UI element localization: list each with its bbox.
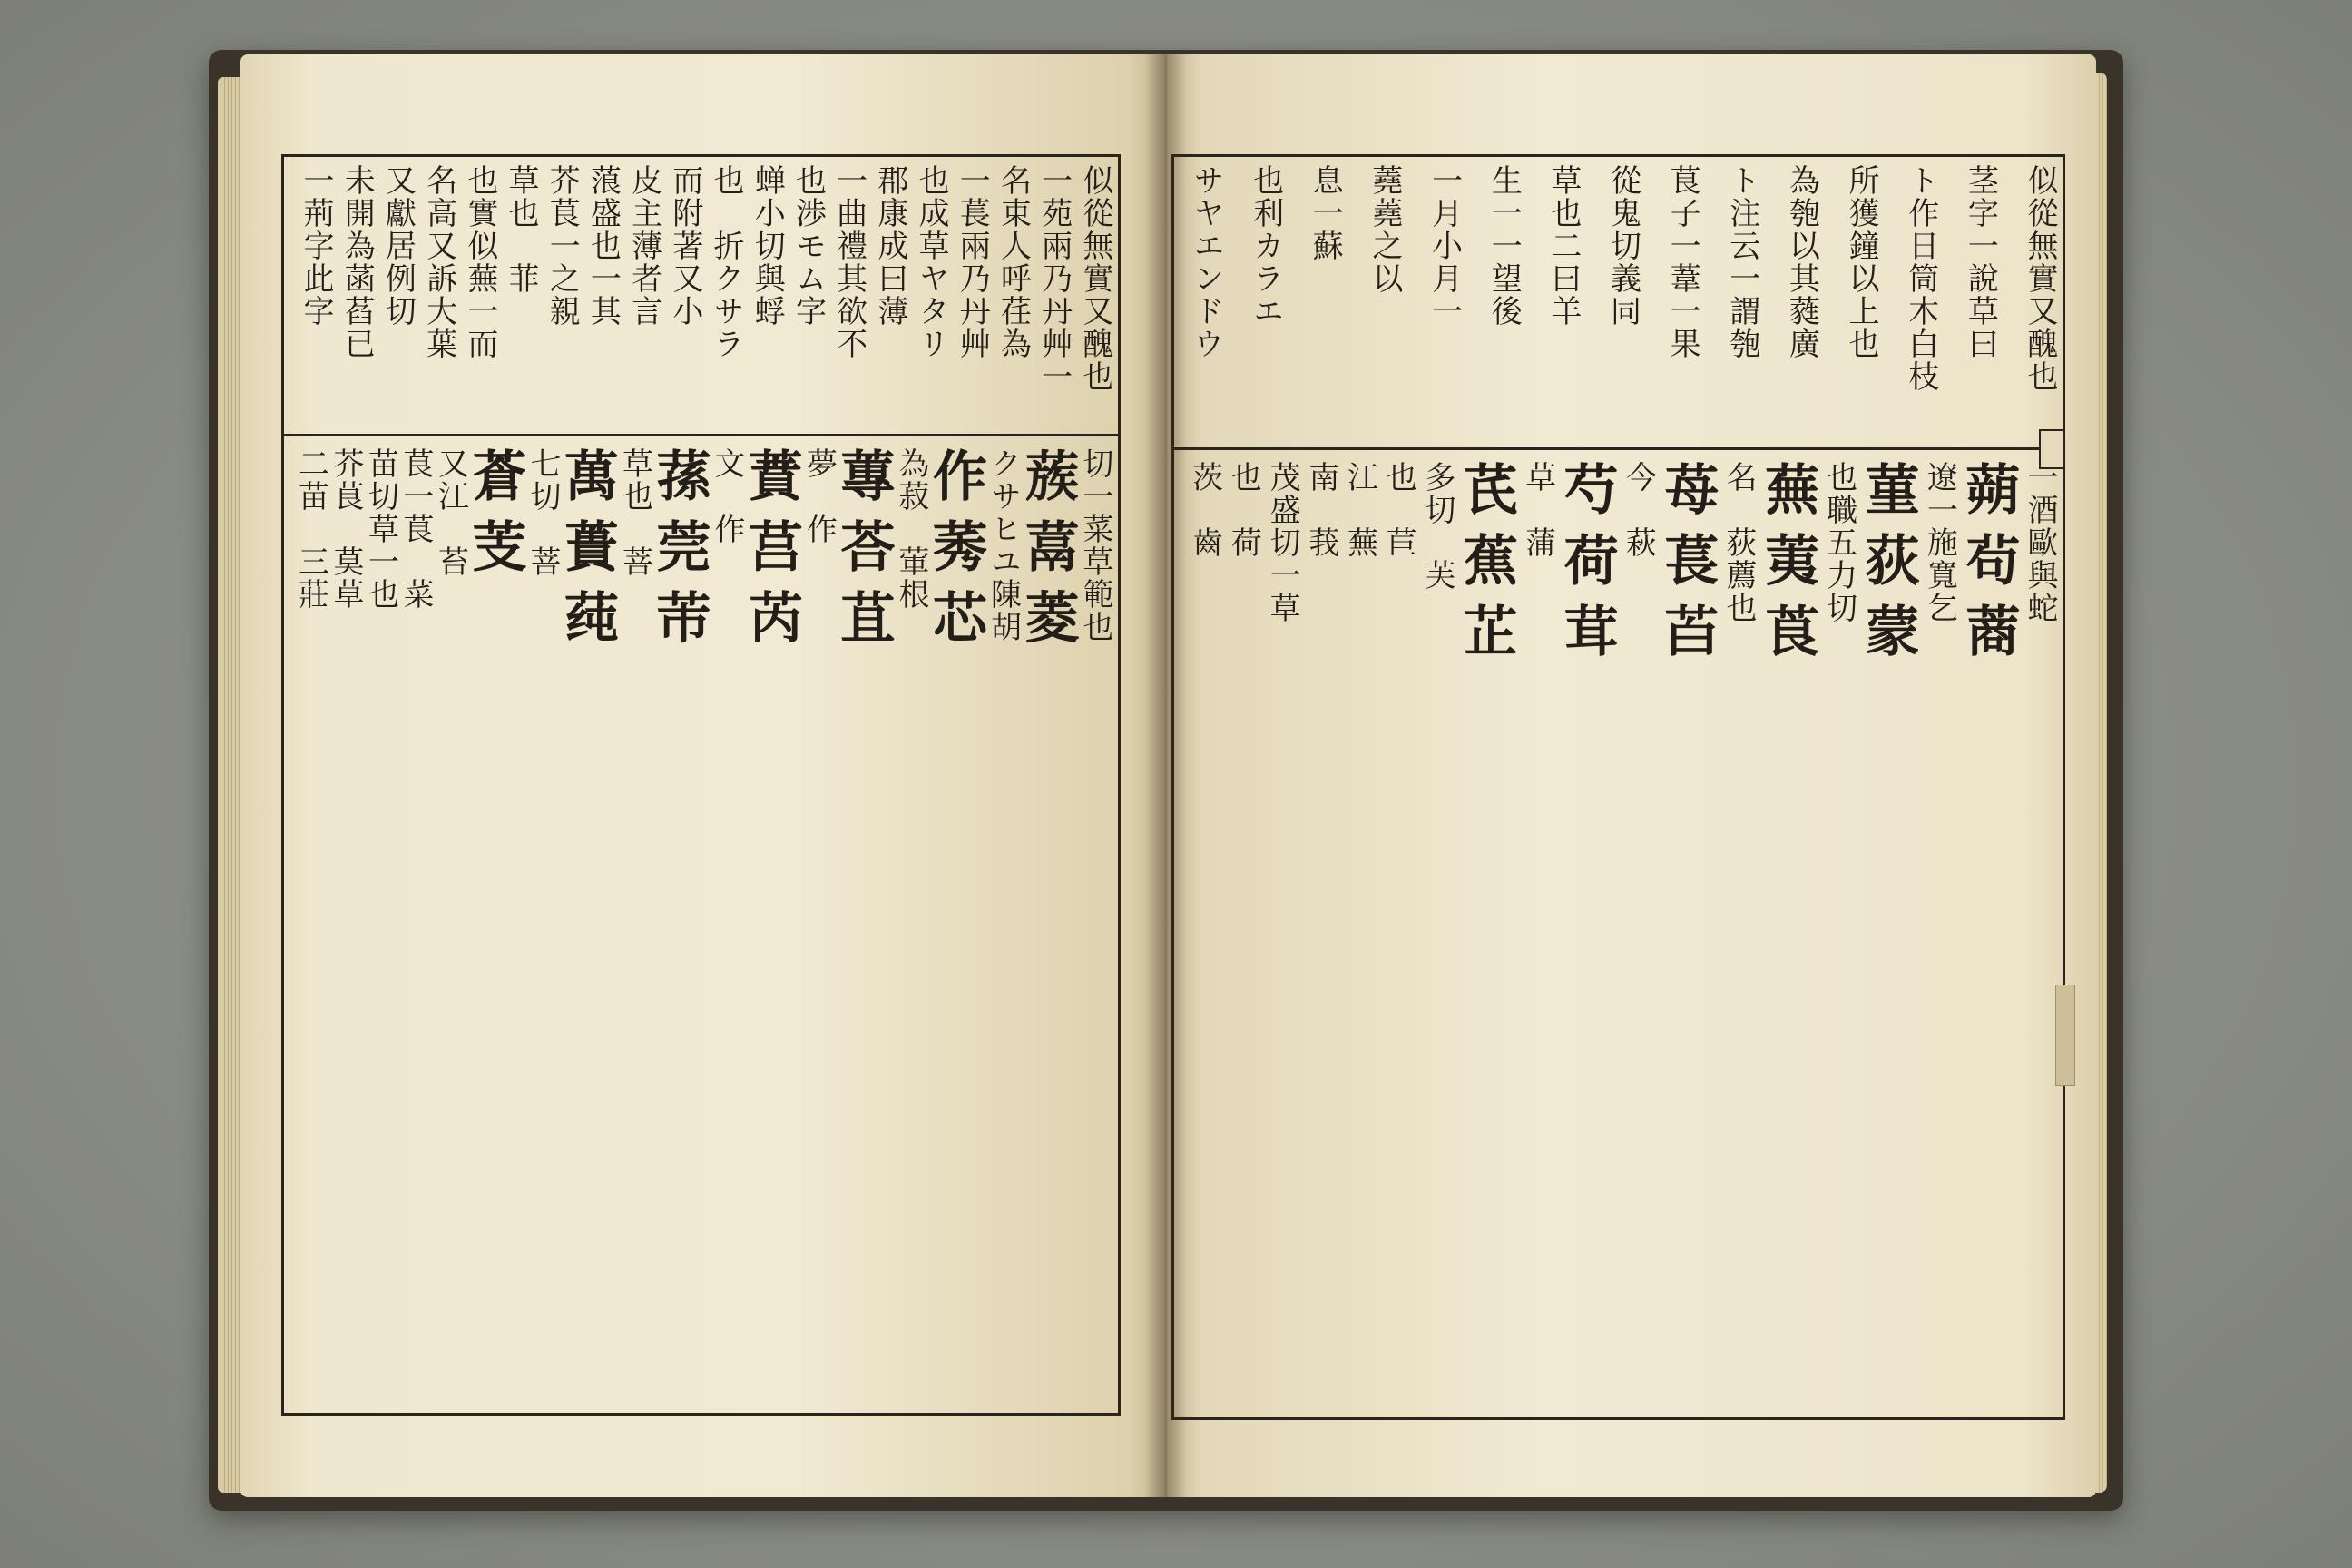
gloss-column: 苗切草一也 [362, 447, 399, 611]
text-column: 似從無實又醜也 [2021, 164, 2058, 393]
headword: 莒 [740, 518, 803, 589]
headword: 莨 [1755, 603, 1819, 673]
text-column: 也實似蕪一而 [461, 164, 498, 360]
text-column: 名高又訴大葉 [420, 164, 457, 360]
left-page-frame [281, 154, 1121, 1416]
headword: 茸 [1554, 603, 1619, 673]
text-column: 又獻居例切 [379, 164, 416, 328]
headword: 菱 [1015, 589, 1080, 660]
text-column: 蝉小切與蜉 [749, 164, 786, 328]
text-column: 一月小月一 [1426, 164, 1463, 328]
headword: 蒙 [1856, 603, 1920, 673]
headword-column [1553, 461, 1619, 1410]
gloss-column: 多切 芙 [1418, 461, 1455, 592]
gloss-column: 又江 苔 [432, 447, 469, 578]
headword: 荻 [1856, 532, 1920, 603]
gloss-column: 文 作 [709, 447, 745, 545]
left-page [240, 54, 1166, 1497]
headword: 蓀 [647, 447, 711, 518]
text-column: 生一一望後 [1485, 164, 1523, 328]
right-top-register [1181, 164, 2058, 446]
text-column: 也 折クサラ [708, 164, 745, 360]
text-column: 息一蘇 [1307, 164, 1344, 262]
text-column: 郡康成曰薄 [871, 164, 908, 328]
text-column: 皮主薄者言 [625, 164, 662, 328]
text-column: 未開為菡萏已 [338, 164, 376, 360]
gloss-column: 為菽 葷根 [893, 447, 929, 611]
headword-column [1453, 461, 1518, 1410]
gloss-column: 茨 齒 [1186, 461, 1223, 559]
headword-column [924, 447, 987, 1406]
left-page-divider [284, 434, 1118, 436]
headword-column [740, 447, 803, 1406]
text-column: 蕘蕘之以 [1366, 164, 1403, 295]
headword-column [647, 447, 711, 1406]
headword: 荑 [1755, 532, 1819, 603]
headword: 蕢 [555, 518, 619, 589]
headword: 莞 [647, 518, 711, 589]
text-column: 所獲鐘以上也 [1843, 164, 1880, 360]
gloss-column: クサヒユ陳胡 [985, 447, 1022, 643]
headword: 芰 [463, 518, 527, 589]
gloss-column: 一酒歐與蛇 [2022, 461, 2058, 624]
right-bottom-register [1181, 461, 2058, 1410]
gloss-column: 草 蒲 [1519, 461, 1556, 559]
gloss-column: 茂盛切一草 [1264, 461, 1301, 624]
headword: 蕡 [740, 447, 803, 518]
headword-column [1955, 461, 2021, 1410]
gloss-column: 名 荻薦也 [1720, 461, 1757, 624]
right-page-divider [1174, 447, 2063, 450]
text-column: 一苑兩乃丹艸一 [1035, 164, 1073, 393]
text-column: 草也二曰羊 [1544, 164, 1582, 328]
gloss-column: 今 萩 [1620, 461, 1657, 559]
headword: 芪 [1454, 461, 1518, 532]
book-gutter [1145, 54, 1187, 1497]
headword: 芷 [1454, 603, 1518, 673]
gloss-column: 七切 菩 [524, 447, 561, 578]
headword: 苺 [1655, 461, 1720, 532]
headword: 蕉 [1454, 532, 1518, 603]
right-page-frame [1171, 154, 2065, 1420]
text-column: サヤエンドウ [1188, 164, 1224, 360]
text-column: 而附著又小 [666, 164, 703, 328]
text-column: 一荊字此字 [298, 164, 334, 328]
headword: 苴 [831, 589, 896, 660]
headword: 蕪 [1755, 461, 1819, 532]
right-page [1166, 54, 2096, 1497]
gloss-column: 也 荷 [1225, 461, 1262, 559]
text-column: 名東人呼荏為 [995, 164, 1032, 360]
gloss-column: 芥茛 莫草 [328, 447, 364, 611]
text-column: 茛子一葦一果 [1664, 164, 1701, 360]
headword: 芍 [1554, 461, 1619, 532]
headword: 蒴 [1956, 461, 2021, 532]
text-column: 也成草ヤタリ [913, 164, 950, 360]
gloss-column: 也職五力切 [1820, 461, 1857, 624]
text-column: 芥茛一之親 [544, 164, 581, 328]
gloss-column: 南 莪 [1302, 461, 1339, 559]
text-column: ト作日筒木白枝 [1902, 164, 1939, 393]
text-column: 也利カラエ [1247, 164, 1284, 328]
headword: 蓴 [831, 447, 896, 518]
text-column: 為匏以其蕤廣 [1783, 164, 1820, 360]
text-column: ト注云一謂匏 [1723, 164, 1760, 360]
gloss-column: 茛一茛 菜 [397, 447, 434, 611]
gloss-column: 江 蕪 [1341, 461, 1378, 559]
gloss-column: 也 苣 [1380, 461, 1417, 559]
headword-column [1754, 461, 1819, 1410]
headword-column [555, 447, 619, 1406]
text-column: 茎字一說草曰 [1962, 164, 1999, 360]
text-column: 一曲禮其欲不 [830, 164, 867, 360]
gloss-column: 二苗 三莊 [292, 447, 329, 611]
headword-column [1855, 461, 1920, 1410]
headword: 蒼 [463, 447, 527, 518]
headword: 蔏 [1956, 603, 2021, 673]
headword: 茍 [1956, 532, 2021, 603]
page-tab-marker [2055, 985, 2075, 1086]
headword-column [1015, 447, 1080, 1406]
text-column: 似從無實又醜也 [1076, 164, 1113, 393]
left-top-register [291, 164, 1111, 428]
gloss-column: 切一菜草範也 [1077, 447, 1113, 643]
headword: 作 [924, 447, 987, 518]
headword: 萇 [1655, 532, 1720, 603]
gloss-column: 遼一施寬乞 [1921, 461, 1958, 624]
gloss-column: 草也 菩 [616, 447, 653, 578]
headword: 蔟 [1015, 447, 1080, 518]
headword: 菫 [1856, 461, 1920, 532]
text-column: 蒗盛也一其 [584, 164, 622, 328]
headword: 芮 [740, 589, 803, 660]
headword: 萬 [555, 447, 619, 518]
headword: 芾 [647, 589, 711, 660]
headword-column [831, 447, 896, 1406]
headword-column [463, 447, 527, 1406]
text-column: 草也 菲 [503, 164, 540, 295]
headword-column [1653, 461, 1720, 1410]
headword: 蒚 [1015, 518, 1080, 589]
headword: 莠 [924, 518, 987, 589]
headword: 荅 [831, 518, 896, 589]
headword: 莼 [555, 589, 619, 660]
headword: 荷 [1554, 532, 1619, 603]
text-column: 一萇兩乃丹艸 [954, 164, 991, 360]
gloss-column: 夢 作 [800, 447, 838, 545]
headword: 苩 [1655, 603, 1720, 673]
text-column: 也渉モム字 [789, 164, 827, 328]
left-bottom-register [291, 447, 1111, 1406]
headword: 芯 [924, 589, 987, 660]
text-column: 從鬼切義同 [1604, 164, 1642, 328]
